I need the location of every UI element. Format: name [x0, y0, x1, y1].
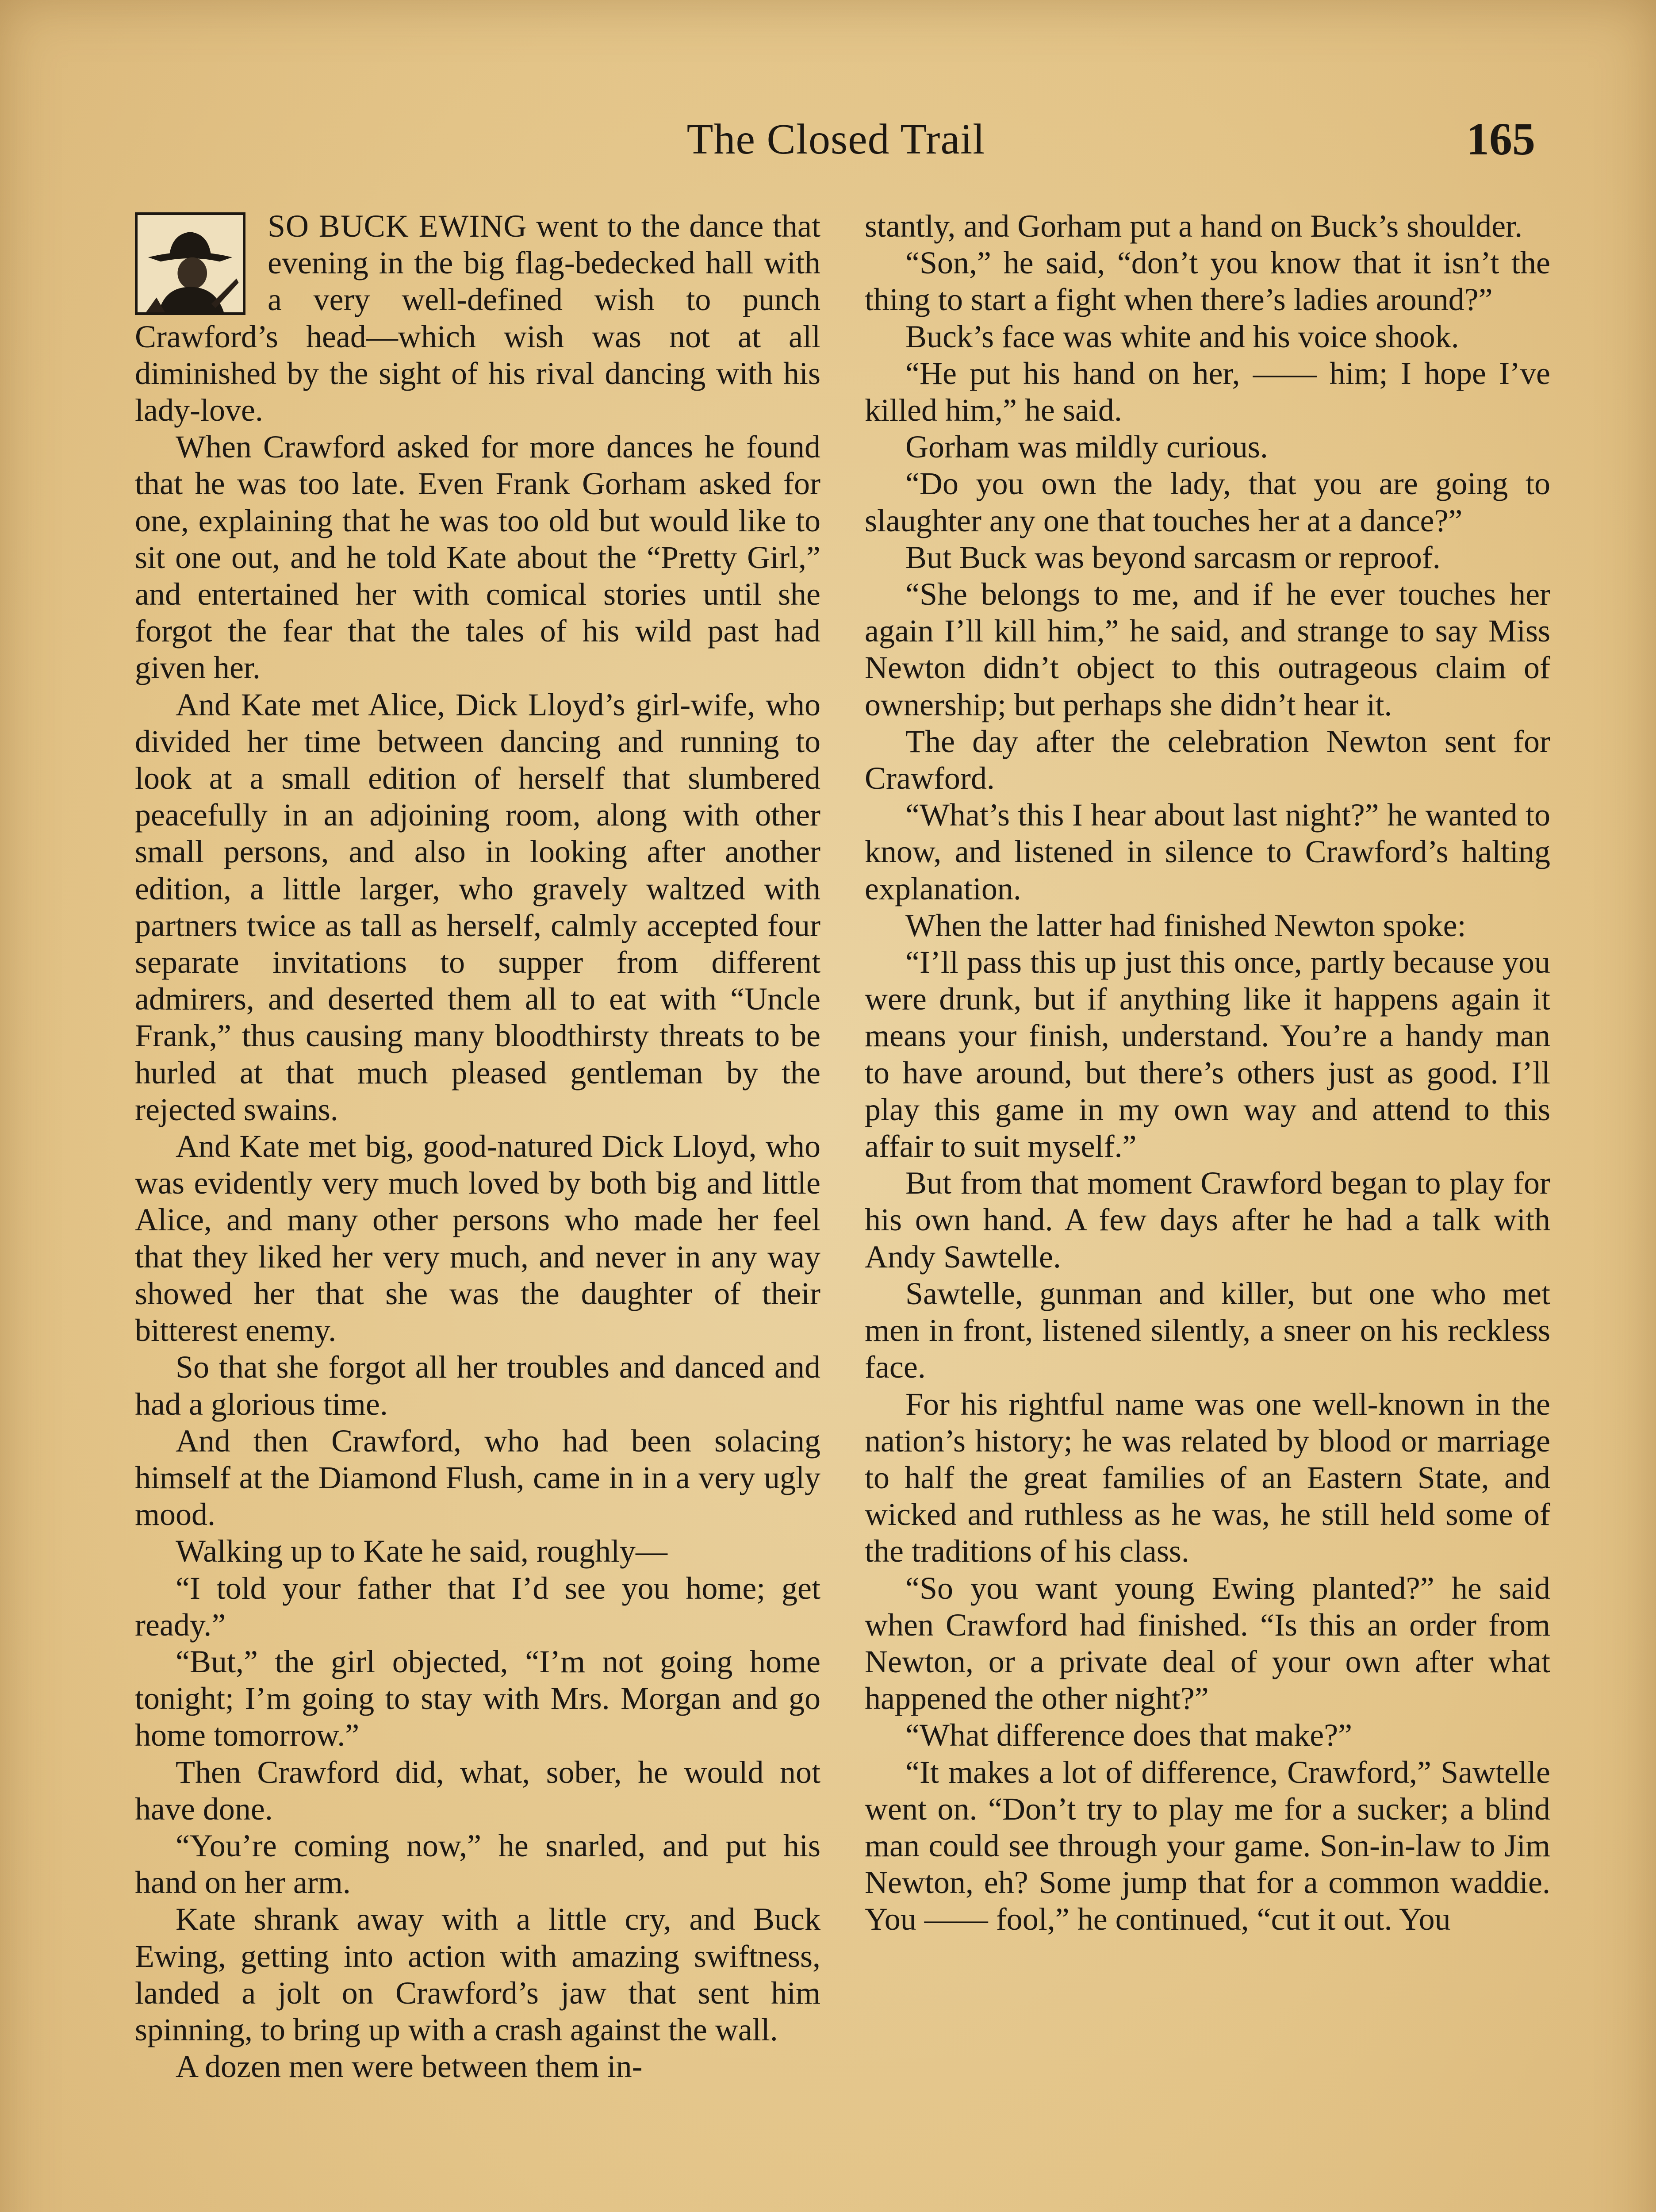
right-column — [865, 208, 1550, 2212]
paragraph: When the latter had finished Newton spoke: — [905, 907, 1466, 943]
paragraph: Walking up to Kate he said, roughly— — [176, 1533, 667, 1569]
paragraph: “But,” the girl objected, “I’m not going home tonight; I’m going to stay with Mrs. Morgan and go home tomorrow.” — [135, 1644, 820, 1753]
continuation-paragraph: stantly, and Gorham put a hand on Buck’s shoulder. — [865, 208, 1523, 244]
paragraph: “It makes a lot of difference, Crawford,” Sawtelle went on. “Don’t try to play me for a sucker; a blind man could see through your game. Son-in-law to Jim Newton, eh? Some jump that for a common waddie. You —— fool,” he continued, “cut it out. You — [865, 1754, 1550, 1937]
paragraph: For his rightful name was one well-known in the nation’s history; he was related by blood or marriage to half the great families of an Eastern State, and wicked and ruthless as he was, he still held some of the traditions of his class. — [865, 1386, 1550, 1569]
running-title: The Closed Trail — [686, 115, 985, 163]
paragraph: “He put his hand on her, —— him; I hope I’ve killed him,” he said. — [865, 355, 1550, 428]
paragraph: “You’re coming now,” he snarled, and put his hand on her arm. — [135, 1828, 820, 1901]
paragraph: “What difference does that make?” — [905, 1717, 1353, 1753]
paragraph: So that she forgot all her troubles and danced and had a glorious time. — [135, 1349, 820, 1422]
opening-paragraph — [135, 208, 820, 429]
paragraph: And Kate met Alice, Dick Lloyd’s girl-wife, who divided her time between dancing and running to look at a small edition of herself that slumbered peacefully in an adjoining room, along with other small persons, and also in looking after another edition, a little larger, who gravely waltzed with partners twice as tall as herself, calmly accepted four separate invitations to supper from different admirers, and deserted them all to eat with “Uncle Frank,” thus causing many bloodthirsty threats to be hurled at that much pleased gentleman by the rejected swains. — [135, 687, 820, 1127]
opening-lead-caps: SO BUCK EWING — [268, 208, 527, 244]
paragraph: “Do you own the lady, that you are going to slaughter any one that touches her at a dance?” — [865, 466, 1550, 538]
paragraph: Then Crawford did, what, sober, he would not have done. — [135, 1754, 820, 1827]
paragraph: The day after the celebration Newton sent for Crawford. — [865, 723, 1550, 796]
paragraph: “What’s this I hear about last night?” he wanted to know, and listened in silence to Crawford’s halting explanation. — [865, 797, 1550, 906]
paragraph: But Buck was beyond sarcasm or reproof. — [905, 539, 1441, 575]
paragraph: “She belongs to me, and if he ever touches her again I’ll kill him,” he said, and strange to say Miss Newton didn’t object to this outrageous claim of ownership; but perhaps she didn’t hear it. — [865, 576, 1550, 722]
paragraph: “So you want young Ewing planted?” he said when Crawford had finished. “Is this an order from Newton, or a private deal of your own after what happened the other night?” — [865, 1570, 1550, 1717]
paragraph: And Kate met big, good-natured Dick Lloyd, who was evidently very much loved by both big and little Alice, and many other persons who made her feel that they liked her very much, and never in any way showed her that she was the daughter of their bitterest enemy. — [135, 1129, 820, 1348]
paragraph: “I’ll pass this up just this once, partly because you were drunk, but if anything like it happens again it means your finish, understand. You’re a handy man to have around, but there’s others just as good. I’ll play this game in my own way and attend to this affair to suit myself.” — [865, 945, 1550, 1164]
running-head — [0, 111, 1656, 168]
paragraph: When Crawford asked for more dances he found that he was too late. Even Frank Gorham asked for one, explaining that he was too old but would like to sit one out, and he told Kate about the “Pretty Girl,” and entertained her with comical stories until she forgot the fear that the tales of his wild past had given her. — [135, 429, 820, 686]
paragraph: “Son,” he said, “don’t you know that it isn’t the thing to start a fight when there’s ladies around?” — [865, 245, 1550, 318]
paragraph: Kate shrank away with a little cry, and Buck Ewing, getting into action with amazing swiftness, landed a jolt on Crawford’s jaw that sent him spinning, to bring up with a crash against the wall. — [135, 1901, 820, 2047]
cowboy-vignette-icon — [135, 212, 245, 315]
paragraph: “I told your father that I’d see you home; get ready.” — [135, 1570, 820, 1643]
paragraph: Buck’s face was white and his voice shook. — [905, 319, 1459, 354]
left-column — [135, 208, 820, 2212]
opening-paragraph-text: went to the dance that evening in the big flag-bedecked hall with a very well-defined wish to punch Crawford’s head—which wish was not at all diminished by the sight of his rival dancing with his lady-love. — [135, 208, 820, 428]
paragraph: And then Crawford, who had been solacing himself at the Diamond Flush, came in in a very ugly mood. — [135, 1423, 820, 1532]
paragraph: Sawtelle, gunman and killer, but one who met men in front, listened silently, a sneer on his reckless face. — [865, 1275, 1550, 1385]
page-number: 165 — [1466, 114, 1535, 165]
paragraph: A dozen men were between them in- — [176, 2049, 643, 2085]
paragraph: Gorham was mildly curious. — [905, 429, 1268, 465]
paragraph: But from that moment Crawford began to play for his own hand. A few days after he had a talk with Andy Sawtelle. — [865, 1165, 1550, 1275]
